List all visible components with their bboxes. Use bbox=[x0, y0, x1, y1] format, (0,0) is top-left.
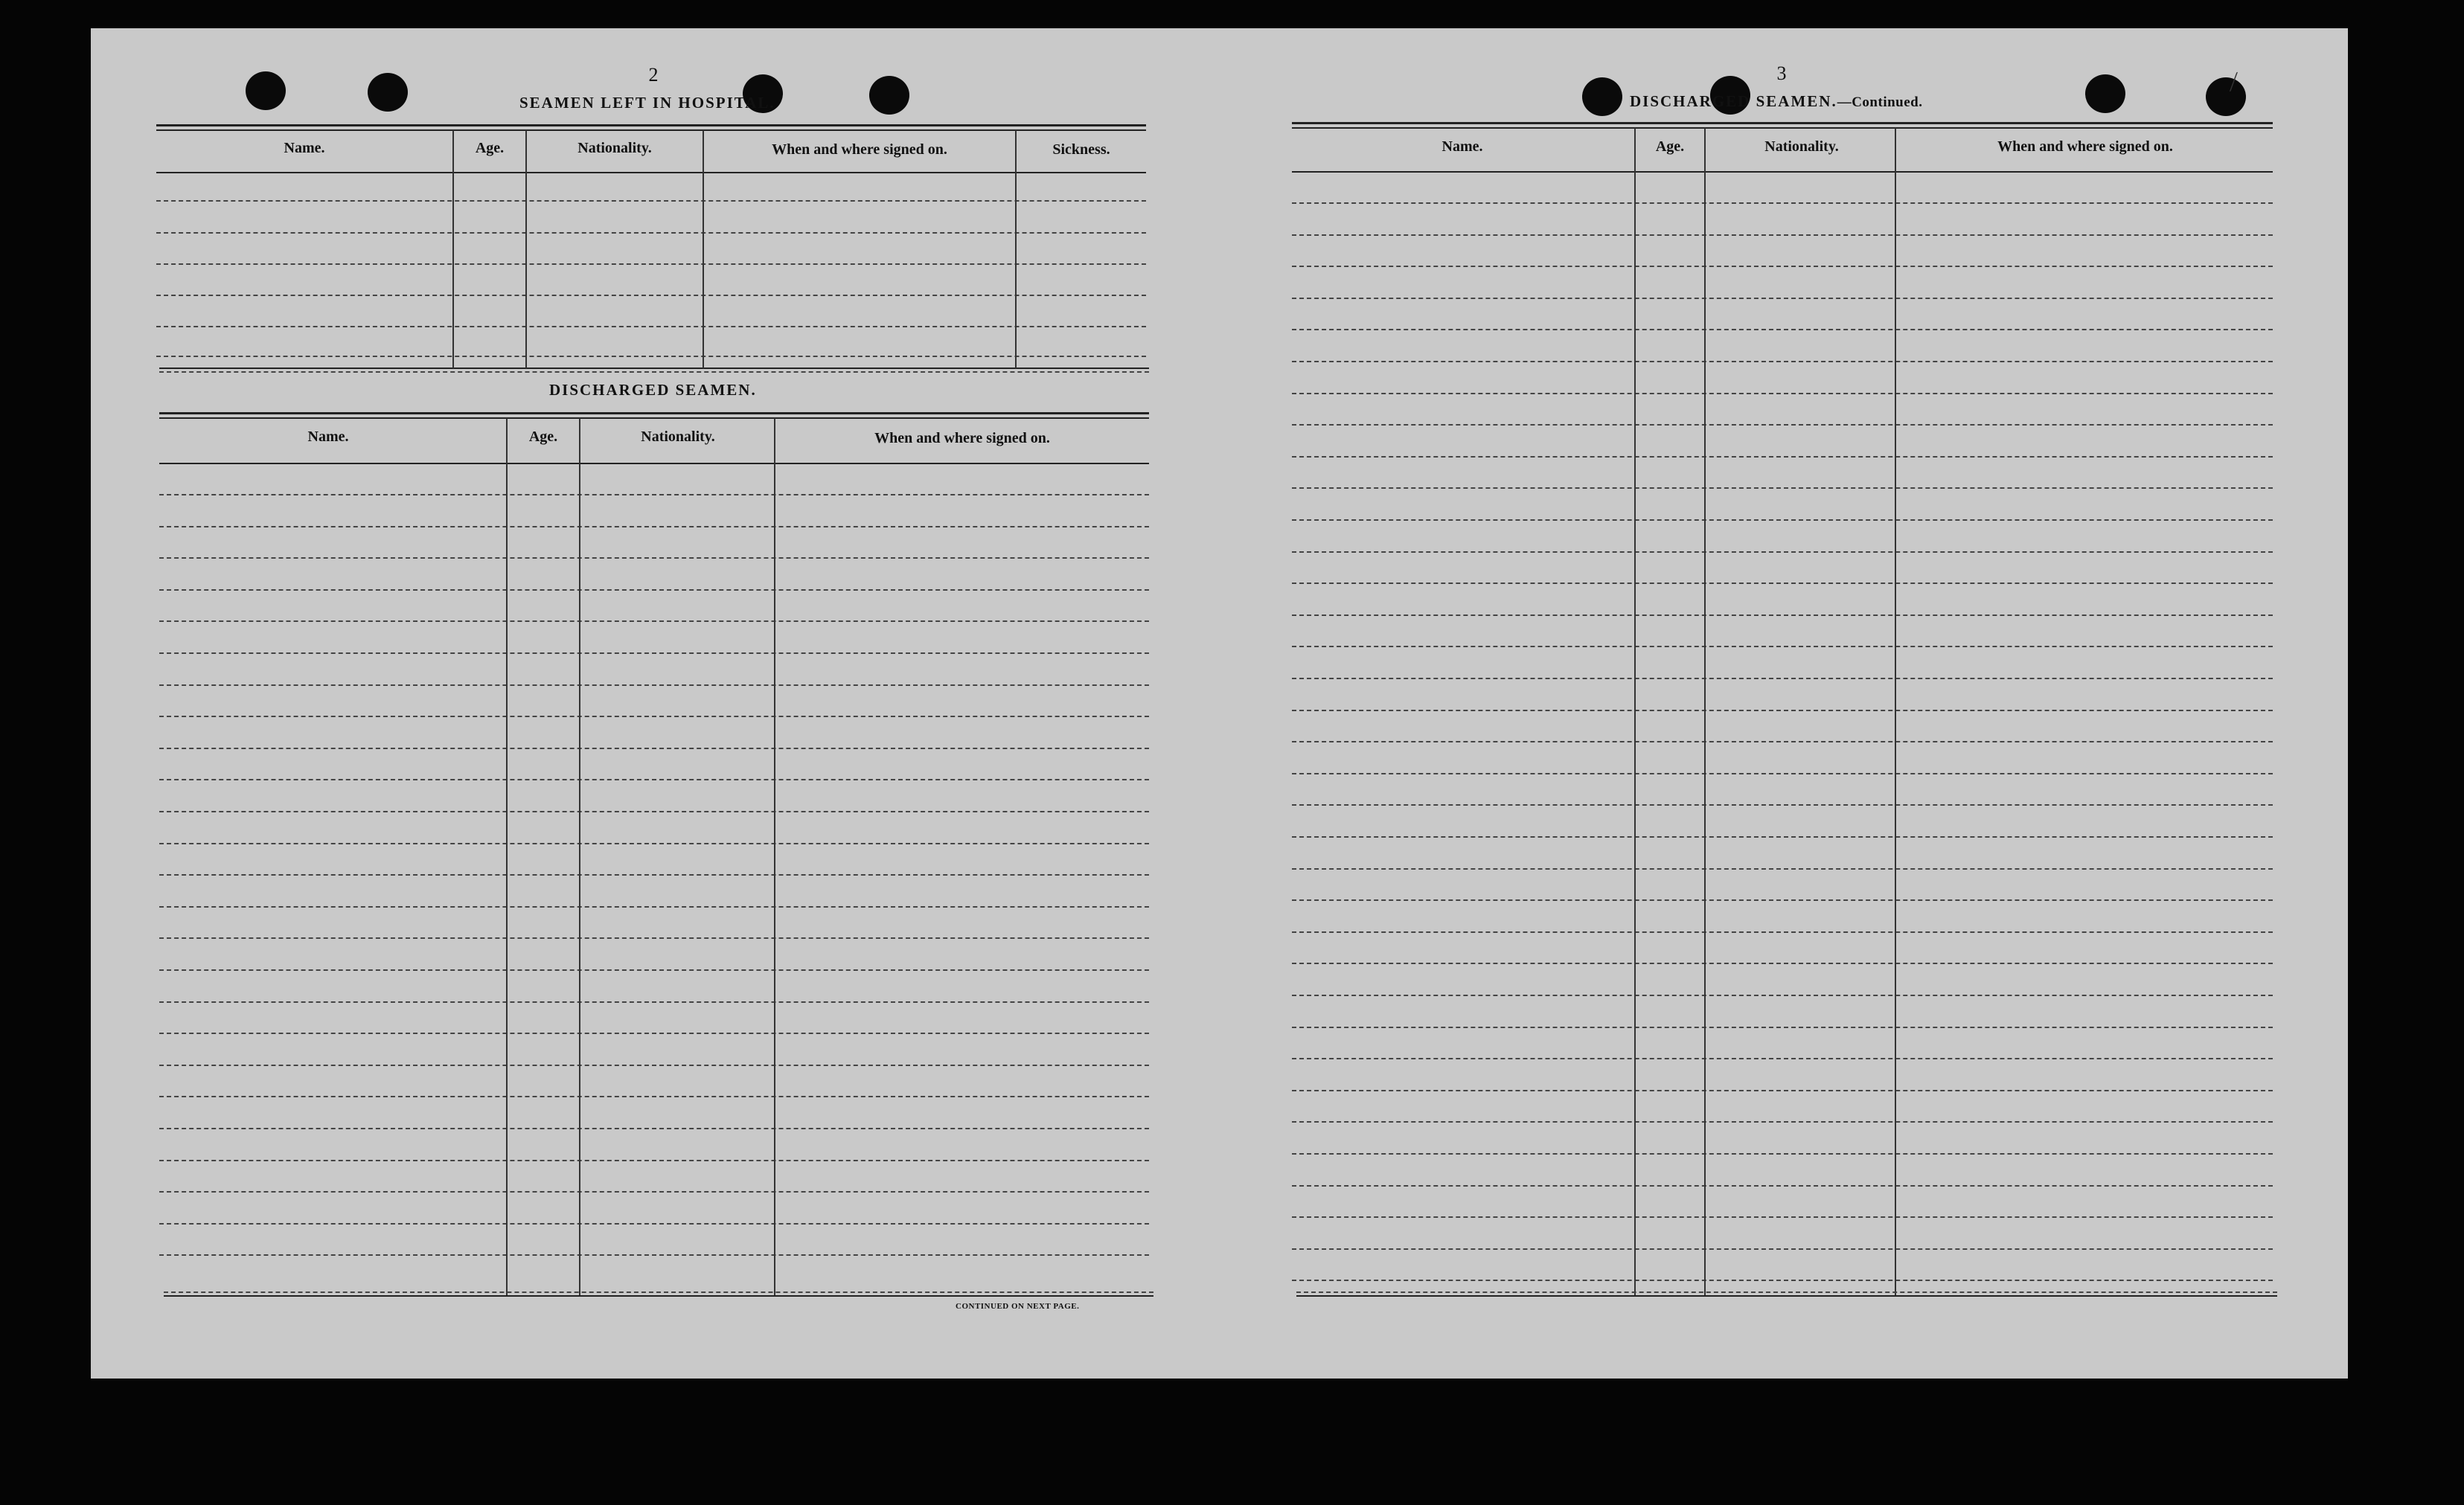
table-bottom-rule bbox=[164, 1291, 1153, 1293]
form-row-line bbox=[1292, 1027, 2273, 1028]
form-row-line bbox=[1292, 614, 2273, 616]
table-top-rule bbox=[1292, 127, 2273, 129]
column-divider bbox=[579, 418, 580, 1296]
column-divider bbox=[1895, 128, 1896, 1296]
form-row-line bbox=[159, 1191, 1149, 1193]
table-bottom-rule bbox=[159, 368, 1149, 369]
form-row-line bbox=[1292, 963, 2273, 964]
form-row-line bbox=[1292, 298, 2273, 299]
form-row-line bbox=[159, 684, 1149, 686]
column-divider bbox=[1015, 130, 1017, 368]
form-row-line bbox=[159, 589, 1149, 591]
form-row-line bbox=[1292, 899, 2273, 901]
form-row-line bbox=[159, 1001, 1149, 1003]
table-bottom-rule bbox=[164, 1295, 1153, 1297]
right-section-title bbox=[1630, 92, 1922, 111]
hospital-section-title: SEAMEN LEFT IN HOSPITAL. bbox=[519, 94, 775, 112]
form-row-line bbox=[1292, 329, 2273, 330]
form-row-line bbox=[1292, 836, 2273, 838]
table-top-rule bbox=[159, 412, 1149, 414]
form-row-line bbox=[159, 1096, 1149, 1097]
form-row-line bbox=[159, 620, 1149, 622]
right-col-nationality: Nationality. bbox=[1764, 138, 1839, 155]
form-row-line bbox=[1292, 1058, 2273, 1059]
form-row-line bbox=[1292, 804, 2273, 806]
form-row-line bbox=[1292, 519, 2273, 521]
form-row-line bbox=[1292, 931, 2273, 933]
form-row-line bbox=[1292, 1090, 2273, 1091]
pencil-mark: ⟋ bbox=[2222, 68, 2245, 97]
right-col-name: Name. bbox=[1441, 138, 1483, 155]
form-row-line bbox=[159, 716, 1149, 717]
form-row-line bbox=[1292, 1216, 2273, 1218]
form-row-line bbox=[1292, 551, 2273, 553]
form-row-line bbox=[159, 1065, 1149, 1066]
form-row-line bbox=[1292, 424, 2273, 426]
form-row-line bbox=[159, 843, 1149, 844]
form-row-line bbox=[159, 779, 1149, 780]
form-row-line bbox=[1292, 393, 2273, 394]
form-row-line bbox=[159, 494, 1149, 495]
form-row-line bbox=[159, 937, 1149, 939]
page-number-right: 3 bbox=[1776, 62, 1787, 84]
column-divider bbox=[1634, 128, 1636, 1296]
punch-hole bbox=[1582, 77, 1622, 116]
page-number-left: 2 bbox=[648, 64, 659, 86]
form-row-line bbox=[1292, 646, 2273, 647]
form-row-line bbox=[156, 200, 1146, 202]
column-divider bbox=[1704, 128, 1706, 1296]
form-row-line bbox=[159, 1033, 1149, 1034]
table-bottom-rule bbox=[1296, 1295, 2277, 1297]
discharged-col-signed-on: When and where signed on. bbox=[874, 430, 1050, 446]
column-divider bbox=[452, 130, 454, 368]
form-row-line bbox=[1292, 741, 2273, 742]
right-title-suffix: —Continued. bbox=[1837, 94, 1923, 110]
form-row-line bbox=[1292, 1121, 2273, 1123]
column-divider bbox=[506, 418, 508, 1296]
continued-note: CONTINUED ON NEXT PAGE. bbox=[956, 1302, 1080, 1311]
header-bottom-rule bbox=[156, 172, 1146, 173]
form-row-line bbox=[1292, 1185, 2273, 1187]
column-divider bbox=[774, 418, 775, 1296]
header-bottom-rule bbox=[1292, 171, 2273, 173]
form-row-line bbox=[156, 263, 1146, 265]
form-row-line bbox=[159, 874, 1149, 876]
punch-hole bbox=[869, 76, 909, 115]
form-row-line bbox=[1292, 583, 2273, 584]
hospital-col-signed-on: When and where signed on. bbox=[772, 141, 947, 158]
form-row-line bbox=[1292, 202, 2273, 204]
table-top-rule bbox=[156, 129, 1146, 131]
table-bottom-rule bbox=[159, 371, 1149, 373]
form-row-line bbox=[1292, 361, 2273, 362]
form-row-line bbox=[1292, 1248, 2273, 1250]
hospital-col-sickness: Sickness. bbox=[1052, 141, 1110, 158]
form-row-line bbox=[1292, 995, 2273, 996]
punch-hole bbox=[2085, 74, 2125, 113]
form-row-line bbox=[159, 1128, 1149, 1129]
hospital-col-name: Name. bbox=[284, 140, 325, 156]
form-row-line bbox=[159, 557, 1149, 559]
form-row-line bbox=[156, 295, 1146, 296]
form-row-line bbox=[1292, 678, 2273, 679]
table-bottom-rule bbox=[1296, 1291, 2277, 1293]
form-row-line bbox=[1292, 710, 2273, 711]
form-row-line bbox=[1292, 773, 2273, 774]
form-row-line bbox=[159, 969, 1149, 971]
scanned-form-spread bbox=[91, 28, 2348, 1379]
table-top-rule bbox=[1292, 122, 2273, 124]
form-row-line bbox=[156, 356, 1146, 357]
form-row-line bbox=[1292, 234, 2273, 236]
discharged-col-age: Age. bbox=[528, 429, 558, 445]
form-row-line bbox=[1292, 266, 2273, 267]
form-row-line bbox=[1292, 1280, 2273, 1281]
punch-hole bbox=[246, 71, 286, 110]
column-divider bbox=[703, 130, 704, 368]
form-row-line bbox=[159, 1160, 1149, 1161]
punch-hole bbox=[368, 73, 408, 112]
form-row-line bbox=[156, 232, 1146, 234]
header-bottom-rule bbox=[159, 463, 1149, 464]
form-row-line bbox=[159, 1223, 1149, 1225]
form-row-line bbox=[159, 748, 1149, 749]
form-row-line bbox=[159, 652, 1149, 654]
table-top-rule bbox=[159, 417, 1149, 419]
form-row-line bbox=[1292, 487, 2273, 489]
discharged-col-nationality: Nationality. bbox=[641, 429, 715, 445]
form-row-line bbox=[159, 526, 1149, 527]
hospital-col-age: Age. bbox=[475, 140, 505, 156]
discharged-col-name: Name. bbox=[307, 429, 349, 445]
hospital-col-nationality: Nationality. bbox=[577, 140, 652, 156]
discharged-section-title: DISCHARGED SEAMEN. bbox=[549, 381, 757, 399]
form-row-line bbox=[159, 811, 1149, 812]
table-top-rule bbox=[156, 124, 1146, 126]
right-col-signed-on: When and where signed on. bbox=[1997, 138, 2173, 155]
right-col-age: Age. bbox=[1655, 138, 1685, 155]
form-row-line bbox=[159, 906, 1149, 908]
form-row-line bbox=[1292, 1153, 2273, 1155]
form-row-line bbox=[1292, 868, 2273, 870]
form-row-line bbox=[1292, 456, 2273, 458]
column-divider bbox=[525, 130, 527, 368]
right-title-text: DISCHARGED SEAMEN. bbox=[1630, 92, 1837, 110]
form-row-line bbox=[159, 1254, 1149, 1256]
form-row-line bbox=[156, 326, 1146, 327]
